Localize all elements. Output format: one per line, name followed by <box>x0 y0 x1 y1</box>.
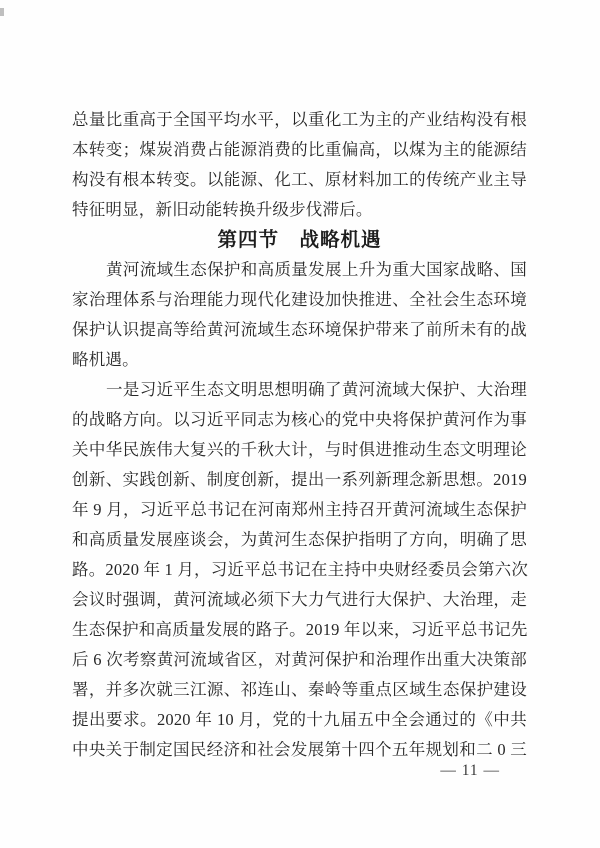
text-line: 关中华民族伟大复兴的千秋大计，与时俱进推动生态文明理论 <box>72 440 527 459</box>
text-line: 署，并多次就三江源、祁连山、秦岭等重点区域生态保护建设 <box>72 680 527 699</box>
text-line: 一是习近平生态文明思想明确了黄河流域大保护、大治理 <box>106 380 527 399</box>
section-heading: 第四节 战略机遇 <box>217 229 382 251</box>
text-line: 保护认识提高等给黄河流域生态环境保护带来了前所未有的战 <box>72 320 527 339</box>
text-line: 黄河流域生态保护和高质量发展上升为重大国家战略、国 <box>106 260 527 279</box>
document-body <box>72 105 527 765</box>
text-line: 中央关于制定国民经济和社会发展第十四个五年规划和二 0 三 <box>72 740 527 759</box>
text-line: 特征明显，新旧动能转换升级步伐滞后。 <box>72 200 373 219</box>
text-line: 年 9 月，习近平总书记在河南郑州主持召开黄河流域生态保护 <box>72 500 527 519</box>
text-line: 会议时强调，黄河流域必须下大力气进行大保护、大治理，走 <box>72 590 527 609</box>
text-line: 和高质量发展座谈会，为黄河生态保护指明了方向，明确了思 <box>72 530 527 549</box>
text-line: 略机遇。 <box>72 350 139 369</box>
text-line: 总量比重高于全国平均水平，以重化工为主的产业结构没有根 <box>72 110 527 129</box>
text-line: 后 6 次考察黄河流域省区，对黄河保护和治理作出重大决策部 <box>72 650 527 669</box>
scan-edge-artifact <box>0 8 4 16</box>
text-line: 构没有根本转变。以能源、化工、原材料加工的传统产业主导 <box>72 170 527 189</box>
page-number: — 11 — <box>440 762 500 779</box>
text-line: 路。2020 年 1 月，习近平总书记在主持中央财经委员会第六次 <box>72 560 529 579</box>
text-line: 家治理体系与治理能力现代化建设加快推进、全社会生态环境 <box>72 290 527 309</box>
text-line: 本转变；煤炭消费占能源消费的比重偏高，以煤为主的能源结 <box>72 140 527 159</box>
text-line: 创新、实践创新、制度创新，提出一系列新理念新思想。2019 <box>72 470 527 489</box>
text-line: 的战略方向。以习近平同志为核心的党中央将保护黄河作为事 <box>72 410 527 429</box>
text-line: 生态保护和高质量发展的路子。2019 年以来，习近平总书记先 <box>72 620 528 639</box>
text-line: 提出要求。2020 年 10 月，党的十九届五中全会通过的《中共 <box>72 710 527 729</box>
